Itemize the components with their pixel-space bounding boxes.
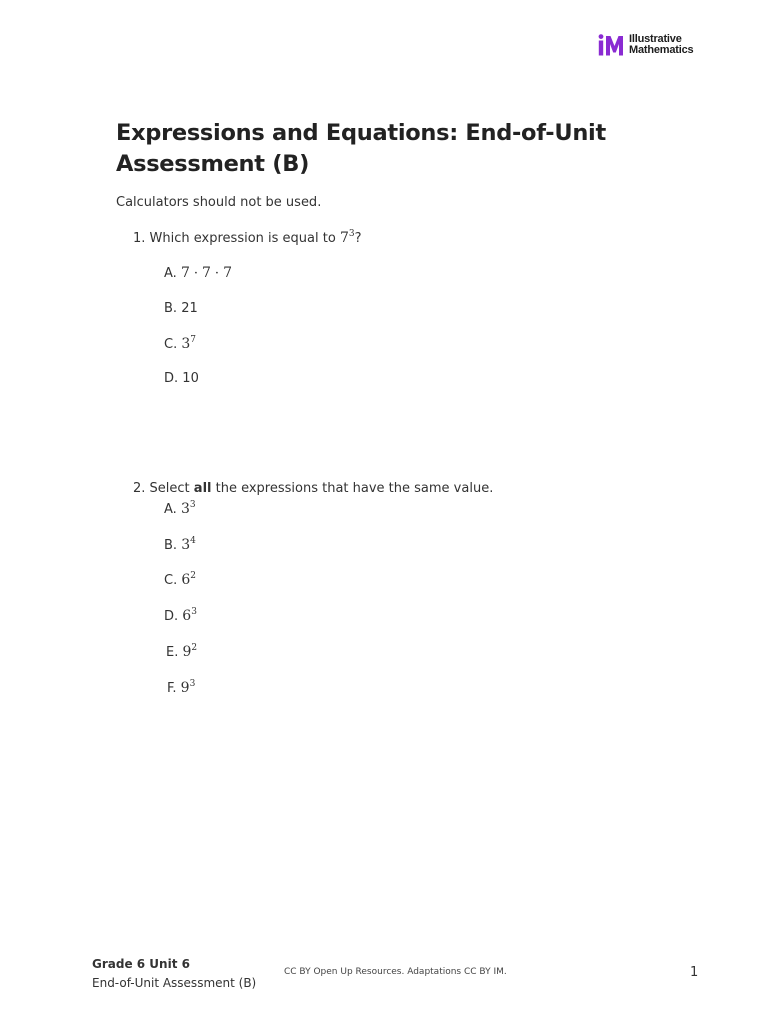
footer-grade-unit: Grade 6 Unit 6 [92,957,190,971]
q2-choice-b [164,536,196,555]
emphasis-all: all [193,481,212,496]
question-text: Which expression is equal to [149,231,336,246]
q1-choice-b [164,300,198,318]
choice-letter: A. [164,266,177,281]
choice-letter: B. [164,301,178,316]
instructions: Calculators should not be used. [116,195,322,210]
page-number: 1 [690,965,699,980]
factor: 7 [202,265,211,281]
choice-base: 6 [181,572,191,588]
logo-line-1: Illustrative [629,33,682,45]
stem-punctuation: ? [354,231,362,246]
choice-base: 9 [180,680,190,696]
choice-letter: C. [164,573,178,588]
footer-document-info [92,955,256,993]
footer-license: CC BY Open Up Resources. Adaptations CC BY IM. [284,967,507,977]
q2-choice-f [167,679,195,698]
choice-base: 9 [182,644,192,660]
im-logo-icon [598,34,624,56]
choice-letter: F. [167,681,177,696]
q1-choice-a [164,264,232,283]
logo-wordmark [629,34,693,56]
choice-exponent: 2 [190,571,197,581]
page-title: Expressions and Equations: End-of-Unit Assessment (B) [116,120,606,177]
question-number: 2. [133,481,146,496]
choice-value: 21 [181,301,198,316]
question-text: Select [149,481,190,496]
multiplication-dot: · [193,266,198,281]
choice-letter: B. [164,538,178,553]
choice-letter: D. [164,371,179,386]
choice-exponent: 2 [191,643,198,653]
footer-document-name: End-of-Unit Assessment (B) [92,976,257,990]
choice-exponent: 3 [189,679,196,689]
question-2-stem [133,480,493,498]
choice-value: 10 [182,371,199,386]
q2-choice-d [164,607,197,626]
q2-choice-c [164,571,196,590]
choice-exponent: 3 [191,607,197,617]
choice-exponent: 4 [190,536,196,546]
multiplication-dot: · [214,266,220,281]
choice-letter: A. [164,502,177,517]
q2-choice-e [166,643,197,662]
question-1-stem [133,229,362,248]
question-number: 1. [133,231,146,246]
factor: 7 [223,265,232,281]
choice-letter: C. [164,337,178,352]
q1-choice-d [164,370,199,388]
logo-line-2: Mathematics [629,44,694,56]
choice-base: 3 [180,501,190,517]
choice-base: 6 [182,608,192,624]
factor: 7 [180,265,190,281]
choice-letter: E. [166,645,179,660]
choice-base: 3 [181,336,191,352]
choice-letter: D. [164,609,179,624]
stem-base: 7 [339,230,349,246]
choice-exponent: 3 [189,500,196,510]
choice-exponent: 7 [190,335,197,345]
q1-choice-c [164,335,196,354]
question-text: the expressions that have the same value. [215,481,494,496]
q2-choice-a [164,500,196,519]
stem-exponent: 3 [348,229,355,239]
choice-base: 3 [181,537,191,553]
illustrative-mathematics-logo [598,34,693,56]
